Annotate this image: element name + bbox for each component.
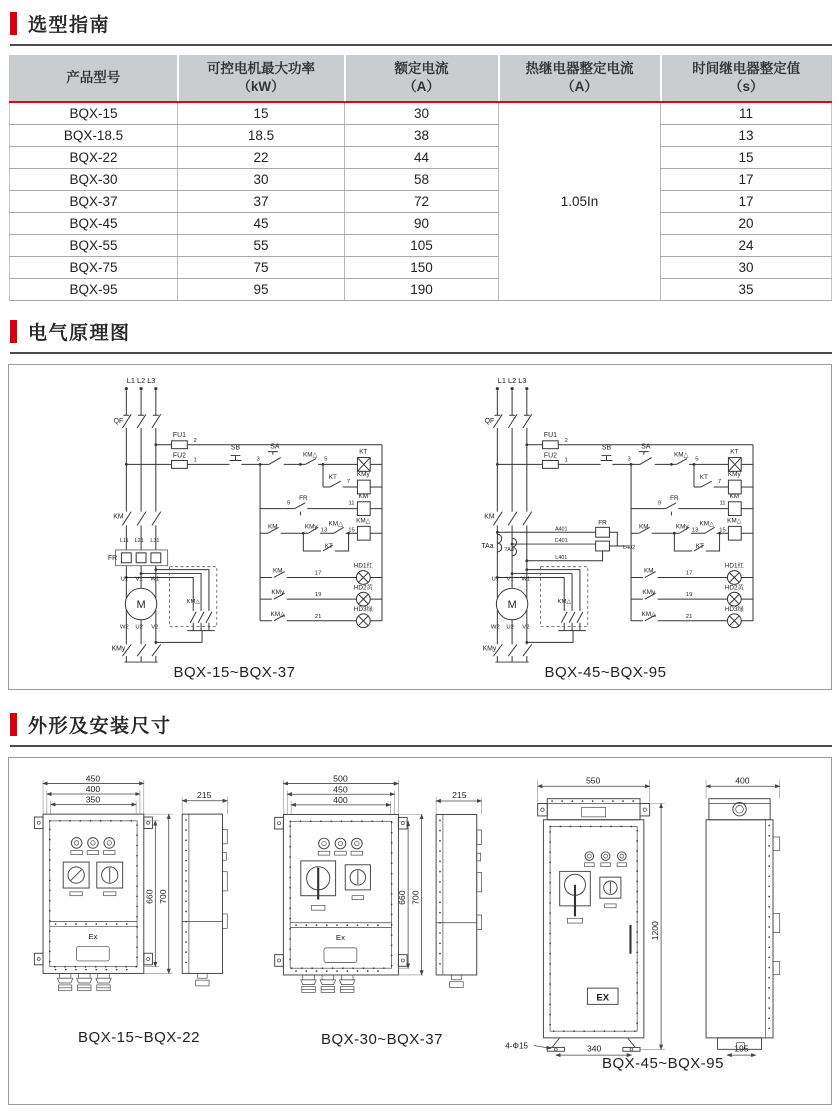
diagram-label: HD3绿 <box>353 605 373 613</box>
drawing-large-block <box>505 770 821 1072</box>
cell-time: 17 <box>661 191 832 213</box>
diagram-label: 9 <box>657 500 662 507</box>
diagram-label: KM <box>643 567 654 575</box>
cell-model: BQX-18.5 <box>10 125 178 147</box>
diagram-label: 1 <box>193 457 197 464</box>
diagram-label: V1 <box>506 576 514 583</box>
diagram-label: HD1红 <box>724 562 744 570</box>
diagram-label: TAa <box>504 546 514 553</box>
diagram-label: KMy <box>727 471 741 479</box>
schematic-right-diagram <box>448 371 763 666</box>
cell-model: BQX-45 <box>10 213 178 235</box>
cell-current: 150 <box>345 257 499 279</box>
diagram-label: L401 <box>555 554 568 561</box>
cell-time: 20 <box>661 213 832 235</box>
diagram-label: FU1 <box>543 431 557 439</box>
diagram-label: 660 <box>144 889 155 904</box>
diagram-label: 7 <box>346 479 351 486</box>
diagram-label: KMy <box>356 471 370 479</box>
diagram-label: 11 <box>348 500 355 507</box>
diagram-label: 5 <box>324 456 328 463</box>
diagram-label: KM△ <box>328 520 344 528</box>
diagram-label: 17 <box>314 570 322 577</box>
diagram-label: HD2黄 <box>724 584 744 592</box>
diagram-label: W2 <box>119 624 129 631</box>
cell-model: BQX-22 <box>10 147 178 169</box>
diagram-label: SA <box>641 443 651 451</box>
diagram-label: HD3绿 <box>724 605 744 613</box>
diagram-label: L1 L2 L3 <box>126 375 156 385</box>
diagram-label: 7 <box>717 479 722 486</box>
diagram-label: M <box>507 598 517 611</box>
diagram-label: FR <box>598 519 607 527</box>
diagram-label: KM△ <box>270 610 286 618</box>
diagram-label: KM△ <box>699 520 715 528</box>
diagram-label: 500 <box>333 773 348 784</box>
diagram-label: 400 <box>85 784 101 795</box>
drawing-medium-caption: BQX-30~BQX-37 <box>321 1031 443 1048</box>
diagram-label: U2 <box>135 624 143 631</box>
diagram-label: KT <box>699 474 708 482</box>
diagram-label: 21 <box>685 613 693 620</box>
diagram-label: 550 <box>585 775 601 786</box>
cell-power: 75 <box>178 257 345 279</box>
diagram-label: KM△ <box>557 599 571 606</box>
diagram-label: 5 <box>695 456 699 463</box>
diagram-label: 350 <box>85 794 101 805</box>
diagram-label: 13 <box>691 527 699 534</box>
diagram-label: KM <box>113 513 124 521</box>
cell-power: 37 <box>178 191 345 213</box>
diagram-label: FR <box>299 494 308 502</box>
diagram-label: KT <box>328 474 337 482</box>
diagram-label: C401 <box>554 538 568 545</box>
diagram-label: W1 <box>521 576 531 583</box>
drawing-small-caption: BQX-15~BQX-22 <box>78 1029 200 1046</box>
cell-time: 24 <box>661 235 832 257</box>
diagram-label: HD1红 <box>353 562 373 570</box>
diagram-label: KM△ <box>356 517 371 525</box>
diagram-label: 2 <box>564 437 568 444</box>
diagram-label: KM <box>484 513 495 521</box>
diagram-label: 3 <box>627 456 631 463</box>
diagram-label: FU2 <box>172 452 186 460</box>
diagram-label: KT <box>695 543 704 550</box>
selection-table-header <box>10 55 832 102</box>
diagram-label: KM <box>272 567 283 575</box>
diagram-label: 4-Φ15 <box>505 1041 529 1051</box>
diagram-label: KMy <box>304 523 318 531</box>
diagram-label: V1 <box>135 576 143 583</box>
diagram-label: KT <box>324 543 333 550</box>
diagram-label: 15 <box>348 527 355 534</box>
diagram-label: SB <box>601 444 612 452</box>
col-header-time: 时间继电器整定值 （s） <box>661 55 832 102</box>
section-header-schematic <box>10 318 832 354</box>
diagram-label: 195 <box>734 1043 749 1054</box>
cell-current: 38 <box>345 125 499 147</box>
table-row <box>10 213 832 235</box>
cell-power: 15 <box>178 102 345 125</box>
schematic-right-block <box>448 371 763 681</box>
diagram-label: L1 L2 L3 <box>497 375 527 385</box>
diagram-label: KMy <box>675 523 689 531</box>
cell-current: 58 <box>345 169 499 191</box>
cell-time: 35 <box>661 279 832 301</box>
section-header-dimensions <box>10 711 832 747</box>
diagram-label: 1 <box>564 457 568 464</box>
diagram-label: EX <box>596 992 610 1004</box>
cell-power: 22 <box>178 147 345 169</box>
selection-table <box>9 55 832 301</box>
cell-time: 13 <box>661 125 832 147</box>
diagram-label: QF <box>484 418 495 426</box>
diagram-label: L31 <box>150 538 160 545</box>
diagram-label: W1 <box>150 576 160 583</box>
cell-time: 11 <box>661 102 832 125</box>
diagram-label: 660 <box>397 890 408 905</box>
cell-model: BQX-37 <box>10 191 178 213</box>
diagram-label: TAa <box>481 543 494 550</box>
diagram-label: 450 <box>333 784 348 795</box>
diagram-label: SB <box>230 444 241 452</box>
cell-current: 190 <box>345 279 499 301</box>
diagram-label: U1 <box>491 576 500 583</box>
diagram-label: QF <box>113 418 124 426</box>
diagram-label: 450 <box>85 773 101 784</box>
diagram-label: 1200 <box>650 921 661 941</box>
table-row <box>10 235 832 257</box>
diagram-label: Ex <box>335 933 345 943</box>
diagram-label: 400 <box>735 775 750 786</box>
diagram-label: 21 <box>314 613 322 620</box>
diagram-label: KM△ <box>641 610 657 618</box>
diagram-label: 215 <box>197 789 212 800</box>
schematic-left-caption: BQX-15~BQX-37 <box>173 664 296 681</box>
diagram-label: SA <box>270 443 280 451</box>
diagram-label: KT <box>730 448 739 456</box>
table-row <box>10 147 832 169</box>
diagram-label: 700 <box>410 890 421 905</box>
schematic-panel <box>8 364 832 690</box>
col-header-model: 产品型号 <box>10 55 178 102</box>
col-header-thermal: 热继电器整定电流 （A） <box>499 55 661 102</box>
diagram-label: KM△ <box>186 599 200 606</box>
diagram-label: L402 <box>623 544 636 551</box>
table-row <box>10 102 832 125</box>
diagram-label: 9 <box>286 500 291 507</box>
cell-power: 18.5 <box>178 125 345 147</box>
diagram-label: FR <box>107 554 118 562</box>
col-header-power: 可控电机最大功率 （kW） <box>178 55 345 102</box>
table-row <box>10 169 832 191</box>
cell-power: 95 <box>178 279 345 301</box>
section-header-selection-guide <box>10 10 832 46</box>
cell-model: BQX-95 <box>10 279 178 301</box>
section-title-selection-guide: 选型指南 <box>28 15 111 36</box>
diagram-label: 19 <box>314 592 322 599</box>
diagram-label: 17 <box>685 570 693 577</box>
diagram-label: FU1 <box>172 431 186 439</box>
table-row <box>10 279 832 301</box>
drawing-medium <box>266 770 498 1033</box>
red-accent-bar <box>10 12 17 35</box>
diagram-label: 400 <box>333 794 348 805</box>
cell-current: 44 <box>345 147 499 169</box>
diagram-label: V2 <box>151 624 159 631</box>
diagram-label: 340 <box>586 1043 602 1054</box>
diagram-label: 11 <box>719 500 726 507</box>
section-title-dimensions: 外形及安装尺寸 <box>28 716 172 737</box>
cell-model: BQX-15 <box>10 102 178 125</box>
cell-current: 90 <box>345 213 499 235</box>
diagram-label: FR <box>670 494 679 502</box>
diagram-label: 215 <box>452 790 467 801</box>
diagram-label: KM <box>729 492 740 500</box>
diagram-label: KMy <box>482 645 497 653</box>
cell-thermal-merged: 1.05In <box>499 102 661 301</box>
drawing-large-caption: BQX-45~BQX-95 <box>602 1055 724 1072</box>
cell-time: 30 <box>661 257 832 279</box>
cell-time: 15 <box>661 147 832 169</box>
cell-model: BQX-75 <box>10 257 178 279</box>
diagram-label: KMy <box>642 589 656 597</box>
diagram-label: KM△ <box>302 451 318 459</box>
diagram-label: 13 <box>320 527 328 534</box>
diagram-label: L21 <box>134 538 144 545</box>
diagram-label: 3 <box>256 456 260 463</box>
dimensions-panel <box>8 757 832 1105</box>
table-row <box>10 191 832 213</box>
section-title-schematic: 电气原理图 <box>28 323 131 344</box>
schematic-right-caption: BQX-45~BQX-95 <box>544 664 667 681</box>
drawing-small <box>19 770 259 1031</box>
cell-current: 30 <box>345 102 499 125</box>
diagram-label: FU2 <box>543 452 557 460</box>
drawing-medium-block <box>266 770 498 1072</box>
schematic-left-block <box>77 371 392 681</box>
diagram-label: U2 <box>506 624 514 631</box>
diagram-label: KM <box>268 523 278 531</box>
drawing-large <box>505 770 821 1057</box>
cell-model: BQX-55 <box>10 235 178 257</box>
diagram-label: KM△ <box>727 517 742 525</box>
diagram-label: Ex <box>88 931 98 941</box>
diagram-label: KMy <box>271 589 285 597</box>
diagram-label: 15 <box>719 527 726 534</box>
table-row <box>10 257 832 279</box>
diagram-label: A401 <box>554 526 568 533</box>
red-accent-bar <box>10 320 17 343</box>
diagram-label: KM△ <box>673 451 689 459</box>
cell-current: 105 <box>345 235 499 257</box>
diagram-label: 2 <box>193 437 197 444</box>
cell-power: 45 <box>178 213 345 235</box>
drawing-small-block <box>19 770 259 1072</box>
cell-current: 72 <box>345 191 499 213</box>
schematic-left-diagram <box>77 371 392 666</box>
diagram-label: V2 <box>522 624 530 631</box>
diagram-label: U1 <box>120 576 129 583</box>
cell-power: 30 <box>178 169 345 191</box>
table-body <box>10 102 832 301</box>
diagram-label: 19 <box>685 592 693 599</box>
col-header-current: 额定电流 （A） <box>345 55 499 102</box>
diagram-label: KMy <box>111 645 126 653</box>
table-row <box>10 125 832 147</box>
diagram-label: KM <box>358 492 369 500</box>
cell-time: 17 <box>661 169 832 191</box>
cell-model: BQX-30 <box>10 169 178 191</box>
cell-power: 55 <box>178 235 345 257</box>
diagram-label: M <box>136 598 146 611</box>
red-accent-bar <box>10 713 17 736</box>
diagram-label: L11 <box>120 538 129 545</box>
diagram-label: KM <box>639 523 649 531</box>
diagram-label: KT <box>359 448 368 456</box>
diagram-label: 700 <box>157 889 168 904</box>
diagram-label: W2 <box>490 624 500 631</box>
diagram-label: HD2黄 <box>353 584 373 592</box>
